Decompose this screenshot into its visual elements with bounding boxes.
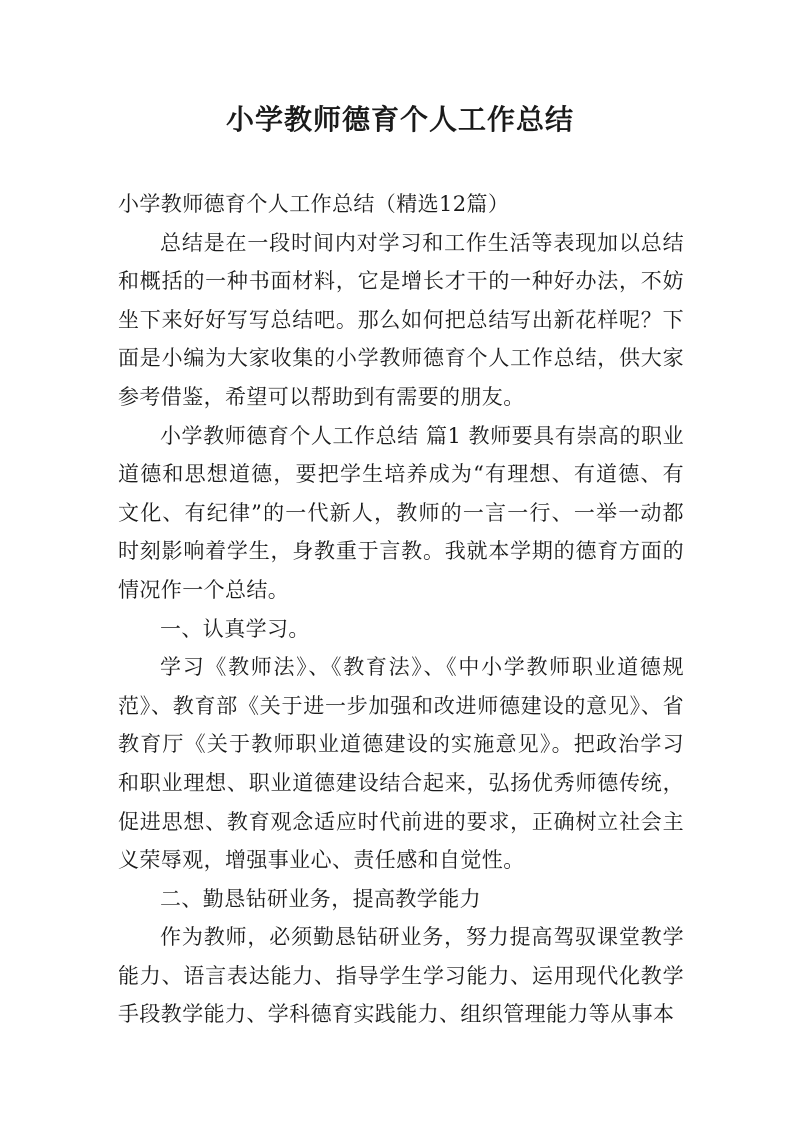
paragraph-article-1: 小学教师德育个人工作总结 篇1 教师要具有崇高的职业道德和思想道德，要把学生培养成为“有理想、有道德、有文化、有纪律”的一代新人，教师的一言一行、一举一动都时刻影响着学生，身教重于言教。我就本学期的德育方面的情况作一个总结。	[118, 423, 684, 602]
paragraph-study: 学习《教师法》、《教育法》、《中小学教师职业道德规范》、教育部《关于进一步加强和改进师德建设的意见》、省教育厅《关于教师职业道德建设的实施意见》。把政治学习和职业理想、职业道德建设结合起来，弘扬优秀师德传统，促进思想、教育观念适应时代前进的要求，正确树立社会主义荣辱观，增强事业心、责任感和自觉性。	[118, 655, 684, 873]
document-body	[118, 185, 684, 1034]
document-title: 小学教师德育个人工作总结	[225, 103, 574, 136]
section-heading-1: 一、认真学习。	[160, 616, 310, 641]
section-heading-2: 二、勤恳钻研业务，提高教学能力	[160, 886, 481, 911]
paragraph-teaching: 作为教师，必须勤恳钻研业务，努力提高驾驭课堂教学能力、语言表达能力、指导学生学习能力、运用现代化教学手段教学能力、学科德育实践能力、组织管理能力等从事本	[118, 925, 684, 1027]
paragraph-intro: 总结是在一段时间内对学习和工作生活等表现加以总结和概括的一种书面材料，它是增长才干的一种好办法，不妨坐下来好好写写总结吧。那么如何把总结写出新花样呢？下面是小编为大家收集的小学教师德育个人工作总结，供大家参考借鉴，希望可以帮助到有需要的朋友。	[118, 230, 684, 409]
document-subtitle: 小学教师德育个人工作总结（精选12篇）	[118, 192, 510, 216]
